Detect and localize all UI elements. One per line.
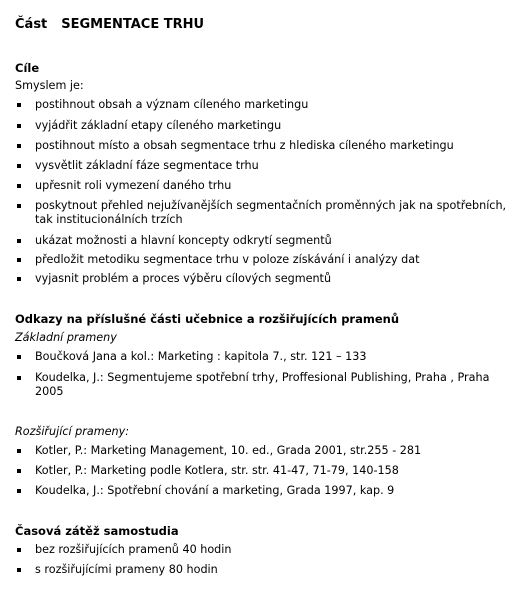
bullet-icon (17, 489, 21, 493)
bullet-icon (17, 164, 21, 168)
bullet-icon (17, 204, 21, 208)
workload-heading: Časová zátěž samostudia (15, 524, 179, 538)
extra-sources-label: Rozšiřující prameny: (15, 425, 129, 438)
basic-sources-label: Základní prameny (15, 331, 117, 344)
bullet-icon (17, 449, 21, 453)
bullet-icon (17, 548, 21, 552)
bullet-icon (17, 144, 21, 148)
page-title (15, 17, 204, 32)
references-heading: Odkazy na příslušné části učebnice a rozšiřujících pramenů (15, 312, 400, 326)
bullet-icon (17, 239, 21, 243)
bullet-icon (17, 277, 21, 281)
bullet-icon (17, 355, 21, 359)
bullet-icon (17, 103, 21, 107)
bullet-icon (17, 124, 21, 128)
bullet-icon (17, 184, 21, 188)
bullet-icon (17, 469, 21, 473)
goals-intro: Smyslem je: (15, 79, 84, 92)
bullet-icon (17, 376, 21, 380)
document-page: Část SEGMENTACE TRHU Cíle Smyslem je: postihnout obsah a význam cíleného marketingu vyjádřit základní etapy cíleného marketingu postihnout místo a obsah segmentace trhu z hlediska cíleného marketingu vysvětlit základní fáze segmentace trhu upřesnit roli vymezení daného trhu poskytnout přehled nejužívanějších segmentačních proměnných jak na spotřebních, tak institucionálních trzích ukázat možnosti a hlavní koncepty odkrytí segmentů předložit metodiku segmentace trhu v poloze získávání i analýzy dat vyjasnit problém a proces výběru cílových segmentů Odkazy na příslušné části učebnice a rozšiřujících pramenů Základní prameny Boučková Jana a kol.: Marketing : kapitola 7., str. 121 – 133 Koudelka, J.: Segmentujeme spotřební trhy, Proffesional Publishing, Praha , Praha 2005 Rozšiřující prameny: Kotler, P.: Marketing Management, 10. ed., Grada 2001, str.255 - 281 Kotler, P.: Marketing podle Kotlera, str. str. 41-47, 71-79, 140-158 Koudelka, J.: Spotřební chování a marketing, Grada 1997, kap. 9 Časová zátěž samostudia bez rozšiřujících pramenů 40 hodin s rozšiřujícími prameny 80 hodin (15, 17, 507, 576)
bullet-icon (17, 568, 21, 572)
title-part: Část (15, 17, 48, 32)
bullet-icon (17, 258, 21, 262)
goals-heading: Cíle (15, 61, 40, 75)
title-name: SEGMENTACE TRHU (61, 17, 205, 32)
